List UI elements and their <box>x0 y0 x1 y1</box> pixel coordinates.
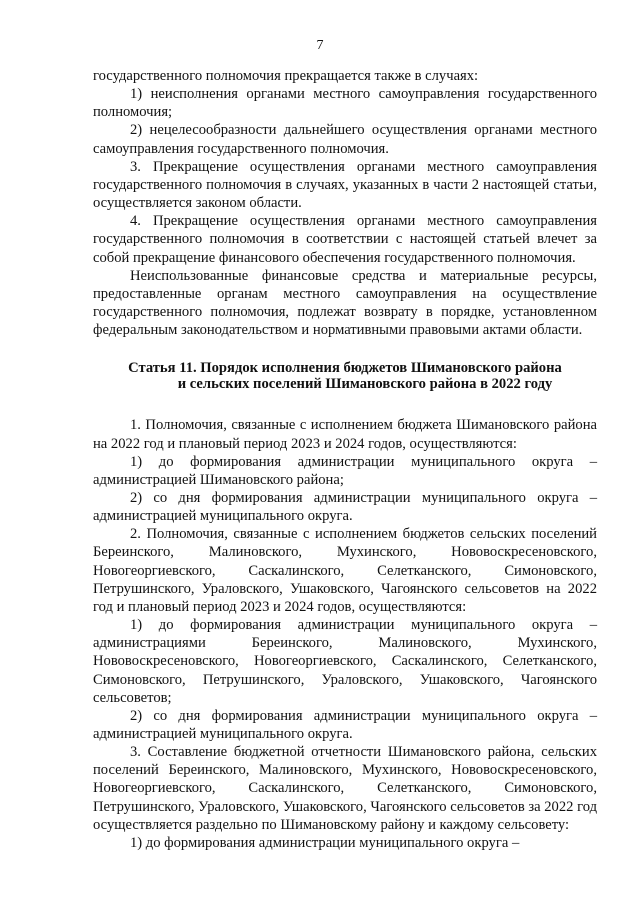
paragraph: 2) со дня формирования администрации муниципального округа – администрацией муниципального округа. <box>93 707 597 742</box>
paragraph: 2. Полномочия, связанные с исполнением бюджетов сельских поселений Береинского, Малиновского, Мухинского, Нововоскресеновского, Новогеоргиевского, Саскалинского, Селетканского, Симоновского, Петрушинского, Ураловского, Ушаковского, Чагоянского сельсоветов на 2022 год и плановый период 2023 и 2024 годов, осуществляются: <box>93 526 597 615</box>
article-heading-line: Статья 11. Порядок исполнения бюджетов Шимановского района <box>128 360 562 377</box>
paragraph: 1) неисполнения органами местного самоуправления государственного полномочия; <box>93 86 597 121</box>
paragraph: 1) до формирования администрации муниципального округа – администрацией Шимановского района; <box>93 453 597 488</box>
paragraph: государственного полномочия прекращается также в случаях: <box>93 68 479 84</box>
article-heading-line: и сельских поселений Шимановского района в 2022 году <box>177 375 553 392</box>
document-body <box>93 67 597 852</box>
paragraph: Неиспользованные финансовые средства и материальные ресурсы, предоставленные органам местного самоуправления на осуществление государственного полномочия, подлежат возврату в порядке, установленном федеральным законодательством и нормативными правовыми актами области. <box>93 267 597 339</box>
paragraph: 4. Прекращение осуществления органами местного самоуправления государственного полномочия в соответствии с настоящей статьей влечет за собой прекращение финансового обеспечения государственного полномочия. <box>93 213 597 266</box>
paragraph: 1. Полномочия, связанные с исполнением бюджета Шимановского района на 2022 год и плановый период 2023 и 2024 годов, осуществляются: <box>93 417 597 452</box>
article-heading <box>93 361 597 392</box>
paragraph: 2) нецелесообразности дальнейшего осуществления органами местного самоуправления государственного полномочия. <box>93 122 597 157</box>
paragraph: 3. Составление бюджетной отчетности Шимановского района, сельских поселений Береинского, Малиновского, Мухинского, Нововоскресеновского, Новогеоргиевского, Саскалинского, Селетканского, Симоновского, Петрушинского, Ураловского, Ушаковского, Чагоянского сельсоветов за 2022 год осуществляется раздельно по Шимановскому району и каждому сельсовету: <box>93 744 598 833</box>
paragraph: 2) со дня формирования администрации муниципального округа – администрацией муниципального округа. <box>93 489 597 525</box>
paragraph: 1) до формирования администрации муниципального округа – <box>130 834 520 851</box>
paragraph: 3. Прекращение осуществления органами местного самоуправления государственного полномочия в случаях, указанных в части 2 настоящей статьи, осуществляется законом области. <box>93 158 597 212</box>
page-number: 7 <box>316 38 324 53</box>
paragraph: 1) до формирования администрации муниципального округа – администрациями Береинского, Малиновского, Мухинского, Нововоскресеновского, Новогеоргиевского, Саскалинского, Селетканского, Симоновского, Петрушинского, Ураловского, Ушаковского, Чагоянского сельсоветов; <box>93 617 597 706</box>
